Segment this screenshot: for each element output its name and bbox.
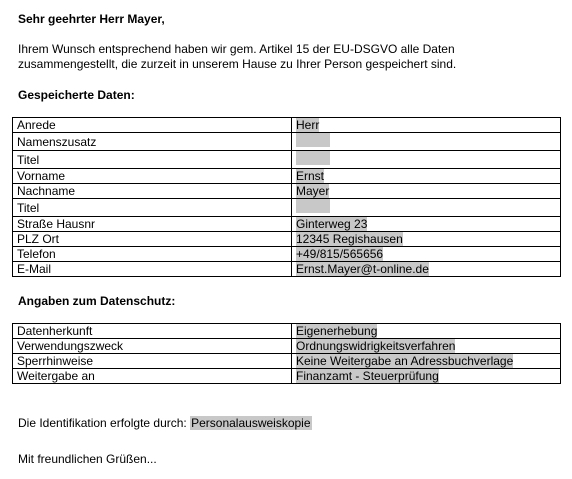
stored-data-value-cell [292,118,561,133]
stored-data-label: Vorname [13,169,292,184]
stored-data-table [12,117,561,277]
privacy-label: Datenherkunft [13,324,292,339]
stored-data-value-cell [292,199,561,217]
privacy-heading: Angaben zum Datenschutz: [18,294,176,308]
privacy-value-cell [292,369,561,384]
stored-data-row [13,232,561,247]
stored-data-value-cell [292,133,561,151]
stored-data-value: Ernst.Mayer@t-online.de [296,262,429,276]
identification-line [18,416,312,431]
stored-data-label: Namenszusatz [13,133,292,151]
stored-data-row [13,247,561,262]
stored-data-value-cell [292,169,561,184]
privacy-value: Finanzamt - Steuerprüfung [296,369,439,383]
stored-data-label: PLZ Ort [13,232,292,247]
stored-data-row [13,133,561,151]
identification-label: Die Identifikation erfolgte durch: [18,416,191,430]
stored-data-row [13,262,561,277]
privacy-label: Sperrhinweise [13,354,292,369]
stored-data-label: Titel [13,151,292,169]
stored-data-row [13,169,561,184]
stored-data-value-cell [292,217,561,232]
stored-data-value [296,151,330,165]
stored-data-row [13,184,561,199]
privacy-value: Keine Weitergabe an Adressbuchverlage [296,354,514,368]
stored-data-value-cell [292,247,561,262]
privacy-row [13,324,561,339]
stored-data-label: Anrede [13,118,292,133]
identification-value: Personalausweiskopie [191,416,311,430]
stored-data-row [13,199,561,217]
intro-line-1: Ihrem Wunsch entsprechend haben wir gem. Artikel 15 der EU-DSGVO alle Daten [18,42,455,56]
stored-data-value: +49/815/565656 [296,247,384,261]
stored-data-row [13,217,561,232]
privacy-label: Weitergabe an [13,369,292,384]
stored-data-label: Nachname [13,184,292,199]
stored-data-value-cell [292,184,561,199]
stored-data-row [13,118,561,133]
privacy-value-cell [292,354,561,369]
stored-data-heading: Gespeicherte Daten: [18,88,135,102]
stored-data-label: Titel [13,199,292,217]
stored-data-value [296,199,330,213]
stored-data-value [296,133,330,147]
privacy-label: Verwendungszweck [13,339,292,354]
privacy-table [12,323,561,384]
stored-data-value: Mayer [296,184,330,198]
privacy-value: Ordnungswidrigkeitsverfahren [296,339,456,353]
stored-data-value: Herr [296,118,320,132]
stored-data-row [13,151,561,169]
stored-data-value-cell [292,151,561,169]
stored-data-value: Ginterweg 23 [296,217,368,231]
privacy-row [13,369,561,384]
privacy-row [13,339,561,354]
privacy-value: Eigenerhebung [296,324,378,338]
intro-line-2: zusammengestellt, die zurzeit in unserem Hause zu Ihrer Person gespeichert sind. [18,57,457,71]
stored-data-value: 12345 Regishausen [296,232,403,246]
stored-data-label: Telefon [13,247,292,262]
closing-line: Mit freundlichen Grüßen... [18,452,157,466]
privacy-value-cell [292,324,561,339]
stored-data-value: Ernst [296,169,325,183]
stored-data-label: E-Mail [13,262,292,277]
privacy-row [13,354,561,369]
stored-data-label: Straße Hausnr [13,217,292,232]
privacy-value-cell [292,339,561,354]
salutation: Sehr geehrter Herr Mayer, [18,12,165,26]
stored-data-value-cell [292,262,561,277]
stored-data-value-cell [292,232,561,247]
